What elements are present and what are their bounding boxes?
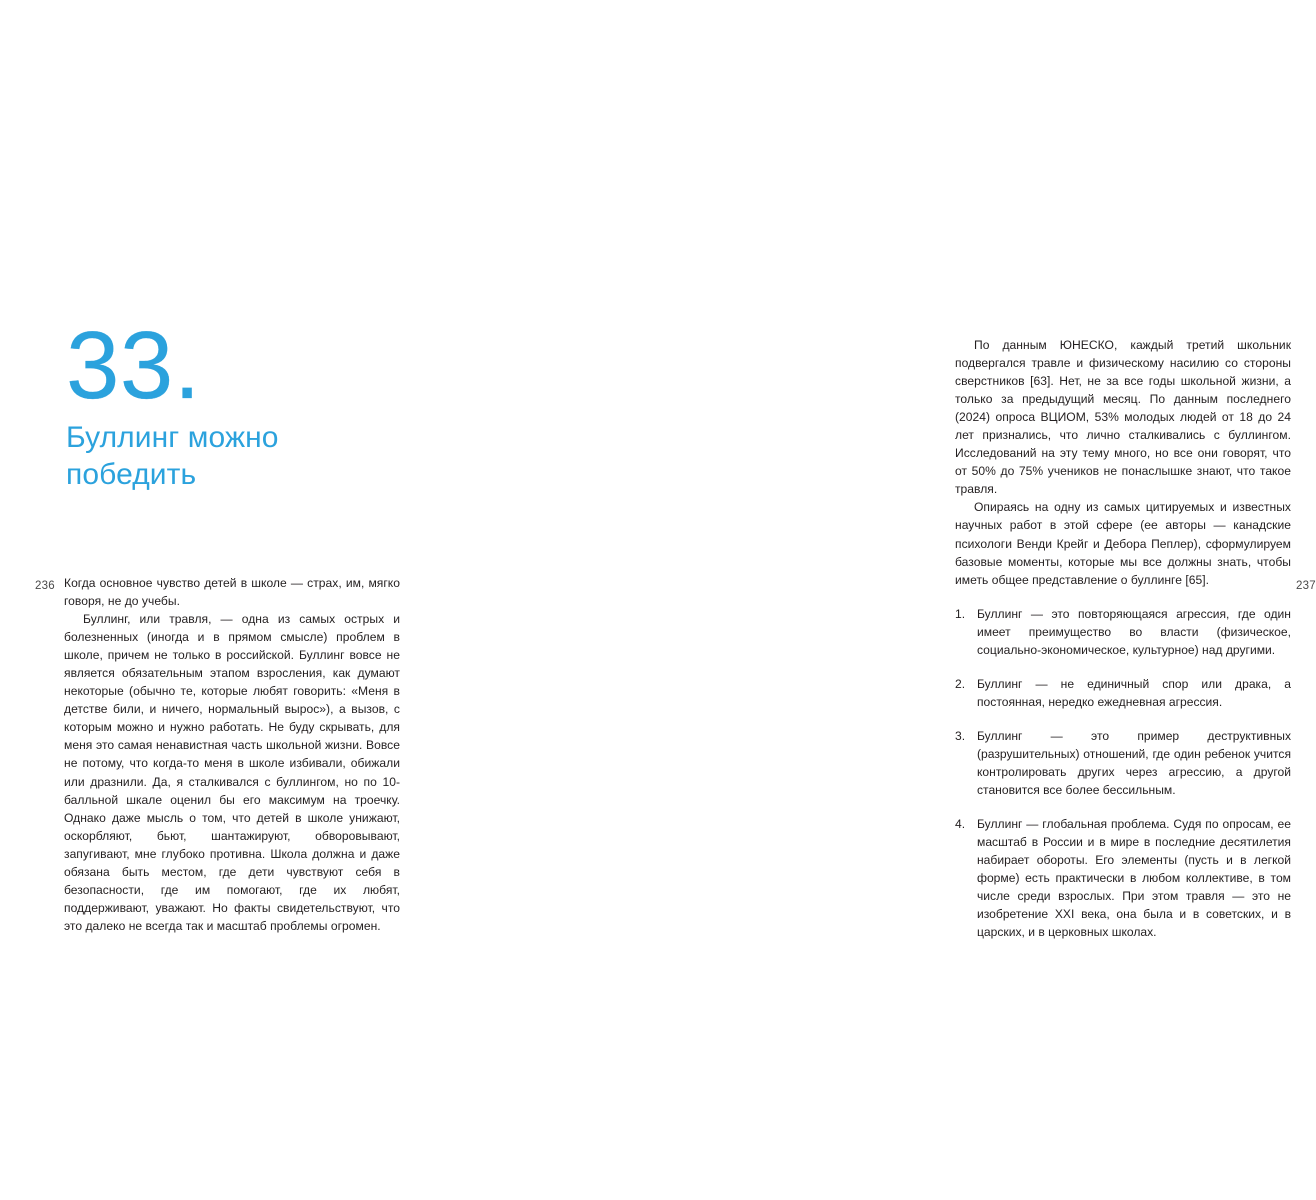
page-number-right: 237 [1296, 580, 1316, 592]
chapter-heading-block [66, 312, 396, 494]
list-item [955, 675, 1291, 711]
left-page [0, 0, 450, 1200]
list-item-text: Буллинг — это пример деструктивных (разрушительных) отношений, где один ребенок учится контролировать других через агрессию, а другой становится все более бессильным. [977, 728, 1291, 798]
list-item [955, 605, 1291, 659]
list-item-text: Буллинг — глобальная проблема. Судя по опросам, ее масштаб в России и в мире в последние десятилетия набирает обороты. Его элементы (пусть и в легкой форме) есть практически в любом коллективе, в том числе среди взрослых. При этом травля — это не изобретение XXI века, она была и в советских, и в царских, и в церковных школах. [977, 817, 1291, 940]
bullying-facts-list [955, 605, 1291, 942]
list-item-text: Буллинг — это повторяющаяся агрессия, где один имеет преимущество во власти (физическое, социально-экономическое, культурное) над другими. [977, 606, 1291, 657]
chapter-number: 33. [66, 312, 201, 419]
right-page [450, 0, 1316, 1200]
paragraph: По данным ЮНЕСКО, каждый третий школьник подвергался травле и физическому насилию со стороны сверстников [63]. Нет, не за все годы школьной жизни, а только за предыдущий месяц. По данным последнего (2024) опроса ВЦИОМ, 53% молодых людей от 18 до 24 лет признались, что лично сталкивались с буллингом. Исследований на эту тему много, но все они говорят, что от 50% до 75% учеников не понаслышке знают, что такое травля. [955, 338, 1291, 497]
paragraph: Опираясь на одну из самых цитируемых и известных научных работ в этой сфере (ее авторы — канадские психологи Венди Крейг и Дебора Пеплер), сформулируем базовые моменты, которые мы все должны знать, чтобы иметь общее представление о буллинге [65]. [955, 500, 1291, 587]
page-number-left: 236 [35, 580, 55, 592]
chapter-title: Буллинг можно победить [66, 421, 279, 491]
list-item [955, 727, 1291, 799]
right-column-text [955, 336, 1291, 941]
list-item [955, 815, 1291, 941]
list-item-marker: 3. [955, 728, 966, 743]
list-item-marker: 2. [955, 676, 966, 691]
paragraph: Буллинг, или травля, — одна из самых острых и болезненных (иногда и в прямом смысле) проблем в школе, причем не только в российской. Буллинг вовсе не является обязательным этапом взросления, как думают некоторые (обычно те, которые любят говорить: «Меня в детстве били, и ничего, нормальный вырос»), а вызов, с которым можно и нужно работать. Не буду скрывать, для меня это самая ненавистная часть школьной жизни. Вовсе не потому, что когда-то меня в школе избивали, обижали или дразнили. Да, я сталкивался с буллингом, но по 10-балльной шкале оценил бы его максимум на троечку. Однако даже мысль о том, что детей в школе унижают, оскорбляют, бьют, шантажируют, обворовывают, запугивают, мне глубоко противна. Школа должна и даже обязана быть местом, где дети чувствуют себя в безопасности, где им помогают, где их любят, поддерживают, уважают. Но факты свидетельствуют, что это далеко не всегда так и масштаб проблемы огромен. [64, 612, 400, 933]
list-item-marker: 4. [955, 817, 966, 832]
list-item-text: Буллинг — не единичный спор или драка, а постоянная, нередко ежедневная агрессия. [977, 676, 1291, 709]
paragraph: Когда основное чувство детей в школе — страх, им, мягко говоря, не до учебы. [64, 576, 400, 609]
list-item-marker: 1. [955, 606, 966, 621]
left-column-text [64, 574, 400, 935]
